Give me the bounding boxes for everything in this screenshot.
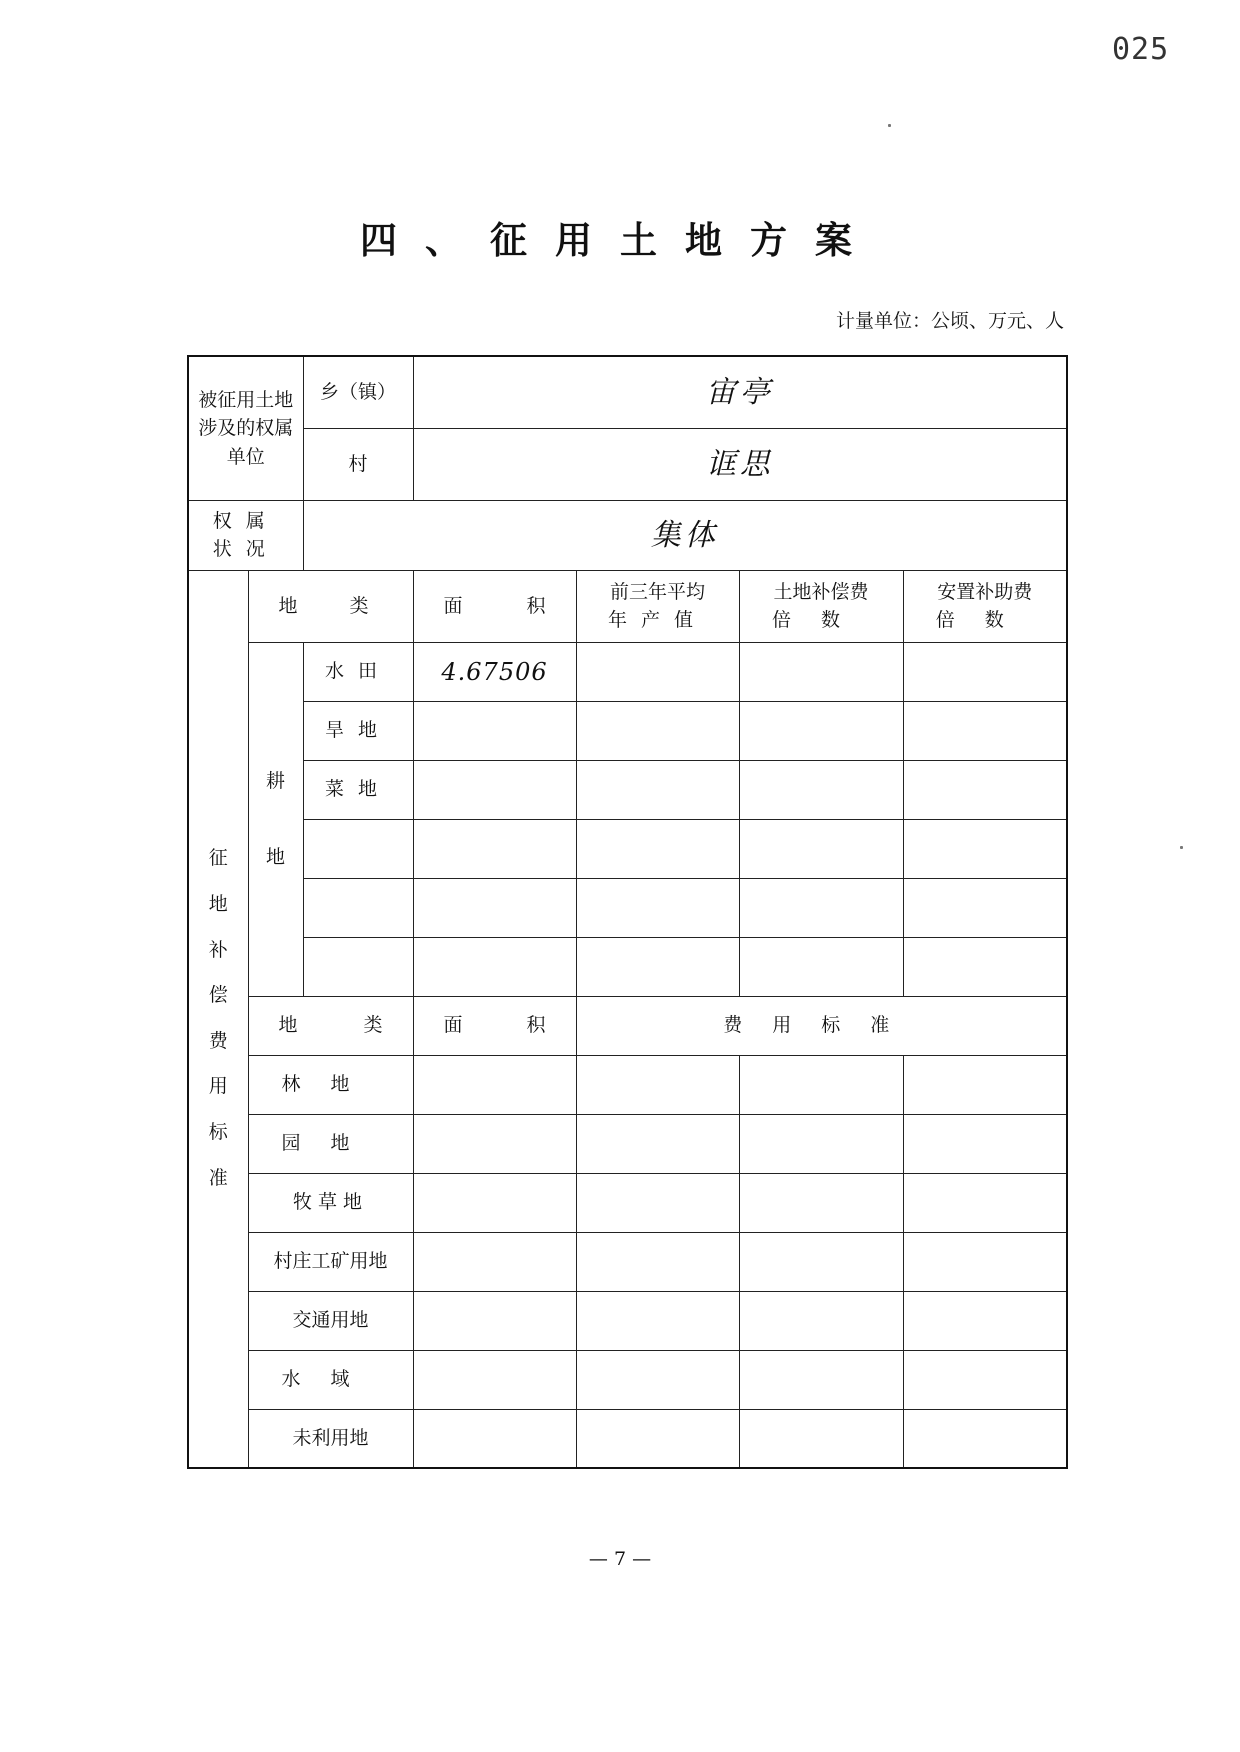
cell [739, 819, 903, 878]
cell [903, 1173, 1067, 1232]
ownership-value [303, 500, 1067, 570]
cell [739, 1409, 903, 1468]
cell [576, 878, 739, 937]
cell [739, 642, 903, 701]
cell [576, 1291, 739, 1350]
table-row [188, 937, 1067, 996]
land-type-cell: 林地 [248, 1055, 413, 1114]
cell [903, 1114, 1067, 1173]
village-label: 村 [303, 428, 413, 500]
table-row [188, 1232, 1067, 1291]
cell [739, 1055, 903, 1114]
comp-side-label: 征地补偿费用标准 [188, 570, 248, 1468]
village-value-text: 诓思 [705, 446, 774, 482]
cell [576, 1350, 739, 1409]
cell [903, 878, 1067, 937]
cell [903, 760, 1067, 819]
table-row [188, 701, 1067, 760]
table-row [188, 1350, 1067, 1409]
cell [739, 1114, 903, 1173]
cell [903, 642, 1067, 701]
village-row [188, 428, 1067, 500]
township-value-text: 宙亭 [705, 374, 774, 410]
header-avg-output: 前三年平均 年产值 [576, 570, 739, 642]
header2-fee-standard: 费用标准 [576, 996, 1067, 1055]
header2-area: 面 积 [413, 996, 576, 1055]
cell [739, 1291, 903, 1350]
area-cell [413, 760, 576, 819]
cell [903, 1232, 1067, 1291]
ownership-label: 权属状况 [188, 500, 303, 570]
header-land-type: 地 类 [248, 570, 413, 642]
comp-header-row-2 [188, 996, 1067, 1055]
cell [739, 1350, 903, 1409]
land-type-cell [303, 819, 413, 878]
table-row [188, 878, 1067, 937]
land-type-cell [303, 937, 413, 996]
cell [739, 701, 903, 760]
page-title: 四、征用土地方案 [360, 219, 880, 262]
cell [739, 760, 903, 819]
ownership-row [188, 500, 1067, 570]
cell [576, 819, 739, 878]
owner-unit-label: 被征用土地涉及的权属单位 [188, 356, 303, 500]
area-cell [413, 642, 576, 701]
cell [576, 642, 739, 701]
cell [576, 1055, 739, 1114]
cell [903, 819, 1067, 878]
table-row [188, 819, 1067, 878]
village-value [413, 428, 1067, 500]
area-value: 4.67506 [441, 657, 548, 686]
table-row [188, 1291, 1067, 1350]
table-row [188, 1114, 1067, 1173]
comp-header-row [188, 570, 1067, 642]
cell [903, 1291, 1067, 1350]
cell [576, 1232, 739, 1291]
township-label: 乡（镇） [303, 356, 413, 428]
cell [413, 1232, 576, 1291]
cell [576, 1173, 739, 1232]
scan-speck [888, 124, 891, 127]
land-type-cell: 园地 [248, 1114, 413, 1173]
table-row [188, 1409, 1067, 1468]
table-row [188, 1173, 1067, 1232]
cell [413, 1114, 576, 1173]
unit-note: 计量单位：公顷、万元、人 [835, 310, 1064, 332]
cell [576, 937, 739, 996]
cell [903, 701, 1067, 760]
stamp-number: 025 [1112, 32, 1170, 67]
cell [413, 1291, 576, 1350]
land-type-cell [303, 878, 413, 937]
header-resettle: 安置补助费 倍数 [903, 570, 1067, 642]
township-value [413, 356, 1067, 428]
area-cell [413, 937, 576, 996]
land-type-cell: 交通用地 [248, 1291, 413, 1350]
cell [739, 1173, 903, 1232]
cell [903, 1350, 1067, 1409]
header-area: 面 积 [413, 570, 576, 642]
cell [739, 878, 903, 937]
land-type-cell: 未利用地 [248, 1409, 413, 1468]
table-row [188, 642, 1067, 701]
cell [413, 1409, 576, 1468]
cell [739, 1232, 903, 1291]
cell [576, 760, 739, 819]
land-type-cell: 村庄工矿用地 [248, 1232, 413, 1291]
ownership-value-text: 集体 [650, 517, 719, 553]
header2-land-type: 地 类 [248, 996, 413, 1055]
footer-page-number: — 7 — [588, 1548, 652, 1570]
area-cell [413, 819, 576, 878]
land-type-cell: 水田 [303, 642, 413, 701]
land-acquisition-table [187, 355, 1068, 1469]
area-cell [413, 878, 576, 937]
table-row [188, 1055, 1067, 1114]
cell [413, 1350, 576, 1409]
cell [739, 937, 903, 996]
township-row [188, 356, 1067, 428]
cell [576, 1409, 739, 1468]
land-type-cell: 水域 [248, 1350, 413, 1409]
land-type-cell: 旱地 [303, 701, 413, 760]
cell [903, 1055, 1067, 1114]
scan-speck [1180, 846, 1183, 849]
cell [413, 1173, 576, 1232]
cell [576, 1114, 739, 1173]
cell [903, 1409, 1067, 1468]
land-type-cell: 牧草地 [248, 1173, 413, 1232]
area-cell [413, 701, 576, 760]
cell [903, 937, 1067, 996]
cultivated-label: 耕地 [248, 642, 303, 996]
land-type-cell: 菜地 [303, 760, 413, 819]
cell [413, 1055, 576, 1114]
table-row [188, 760, 1067, 819]
cell [576, 701, 739, 760]
header-land-comp: 土地补偿费 倍数 [739, 570, 903, 642]
